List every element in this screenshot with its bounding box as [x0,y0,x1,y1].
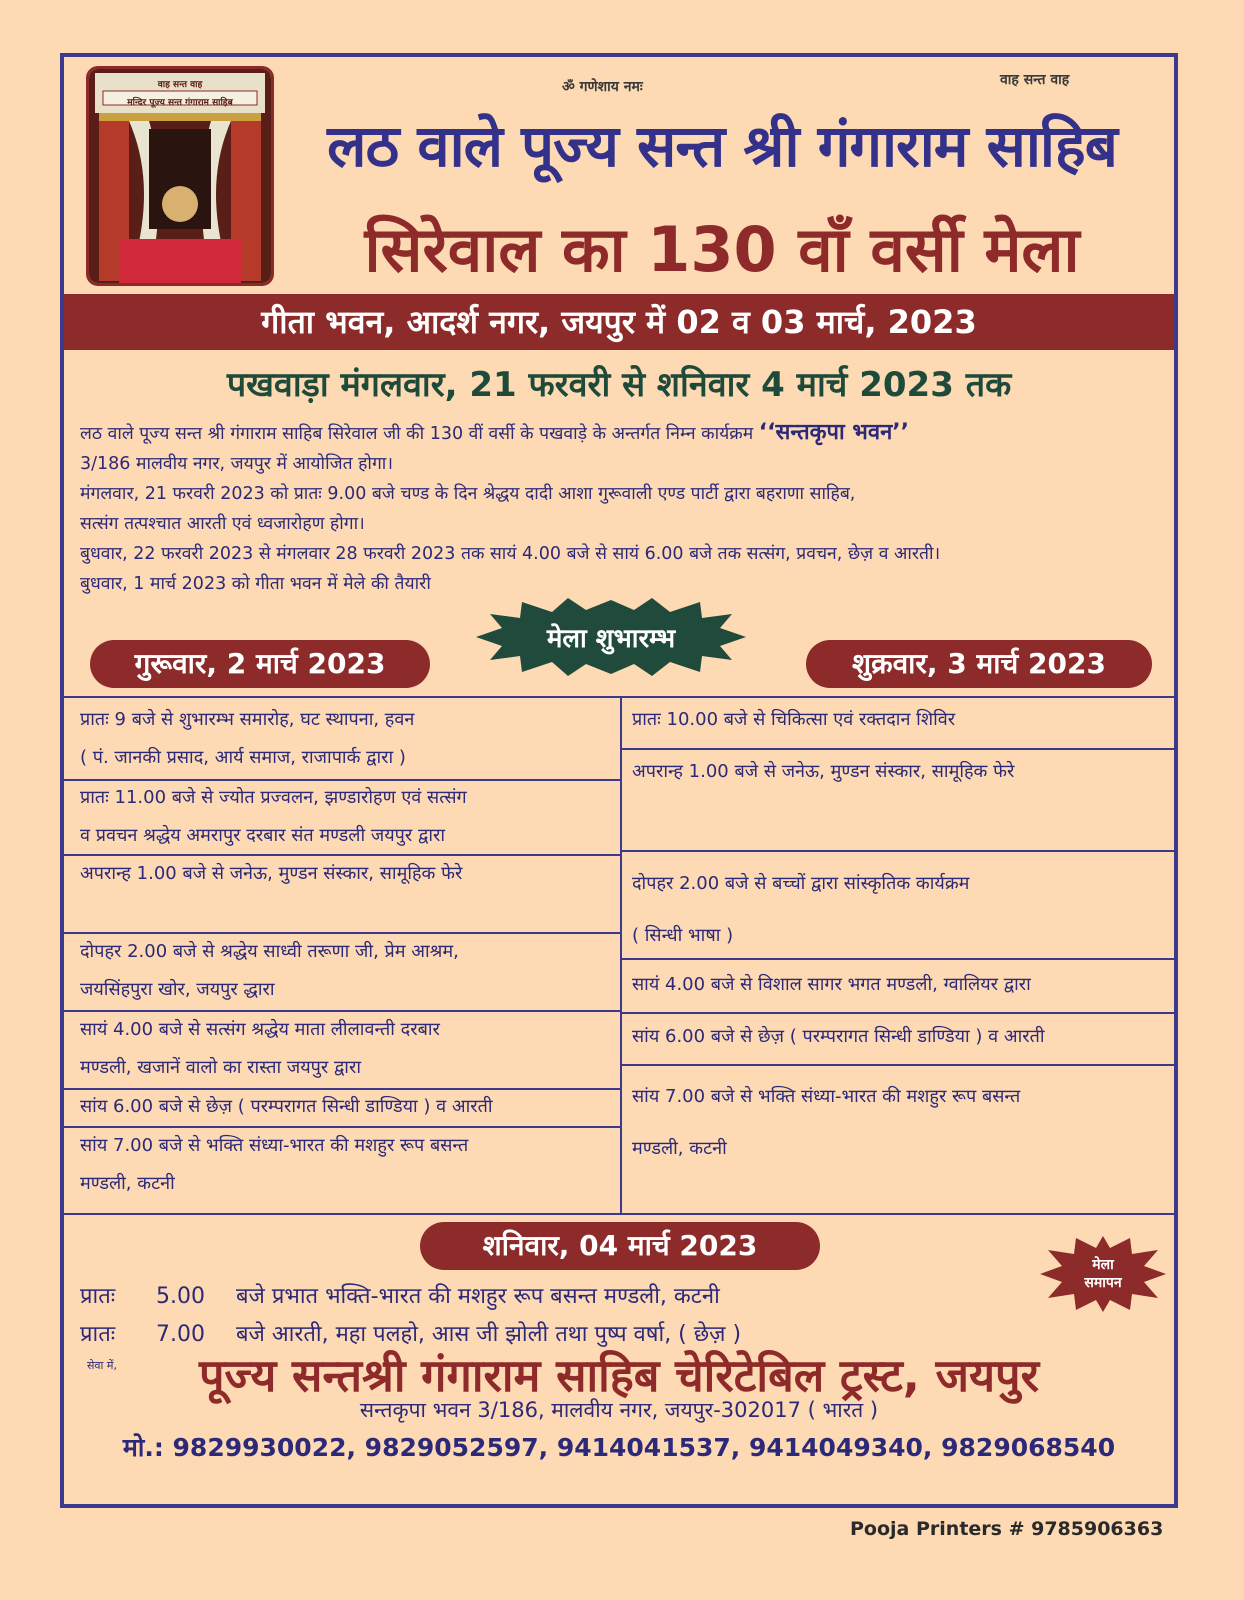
event-line: सांय 6.00 बजे से छेज़ ( परम्परागत सिन्धी डाण्डिया ) व आरती [80,1096,493,1117]
intro-line-1 [80,418,1170,449]
event-line: मण्डली, कटनी [80,1173,175,1194]
thursday-event [80,779,467,855]
friday-event [632,1071,1020,1175]
friday-event [632,858,969,962]
event-line: दोपहर 2.00 बजे से बच्चों द्वारा सांस्कृतिक कार्यक्रम [632,873,970,894]
thursday-event [80,1127,468,1203]
event-line: सांय 6.00 बजे से छेज़ ( परम्परागत सिन्धी डाण्डिया ) व आरती [632,1026,1045,1047]
event-line: प्रातः 9 बजे से शुभारम्भ समारोह, घट स्थापना, हवन [80,709,415,730]
event-line: अपरान्ह 1.00 बजे से जनेऊ, मुण्डन संस्कार, सामूहिक फेरे [632,761,1015,782]
friday-event [632,753,1014,791]
title-line-1: लठ वाले पूज्य सन्त श्री गंगाराम साहिब [327,112,1117,180]
mela-start-badge [476,598,746,676]
event-line: जयसिंहपुरा खोर, जयपुर द्धारा [80,979,275,1000]
schedule-divider [620,696,622,1214]
intro-line-1-text: लठ वाले पूज्य सन्त श्री गंगाराम साहिब सिरेवाल जी की 130 वीं वर्सी के पखवाड़े के अन्तर्गत निम्न कार्यक्रम [80,424,759,444]
intro-line-3: मंगलवार, 21 फरवरी 2023 को प्रातः 9.00 बजे चण्ड के दिन श्रेद्धय दादी आशा गुरूवाली एण्ड पार्टी द्वारा बहराणा साहिब, [80,484,856,504]
venue-band: गीता भवन, आदर्श नगर, जयपुर में 02 व 03 मार्च, 2023 [64,294,1174,350]
intro-line-5: बुधवार, 22 फरवरी 2023 से मंगलवार 28 फरवरी 2023 तक सायं 4.00 बजे से सायं 6.00 बजे तक सत्संग, प्रवचन, छेज़ व आरती। [80,544,941,564]
mela-start-text: मेला शुभारम्भ [546,624,676,654]
intro-line-4: सत्संग तत्पश्चात आरती एवं ध्वजारोहण होगा। [80,514,365,534]
contact-phones: मो.: 9829930022, 9829052597, 9414041537, 9414049340, 9829068540 [122,1433,1116,1462]
friday-label: शुक्रवार, 3 मार्च 2023 [806,640,1152,688]
santkripa-bhawan-highlight: ‘‘सन्तकृपा भवन’’ [758,420,910,445]
fortnight-details [80,418,1170,599]
saturday-label: शनिवार, 04 मार्च 2023 [420,1222,820,1270]
mela-end-text [1040,1236,1166,1312]
fortnight-heading: पखवाड़ा मंगलवार, 21 फरवरी से शनिवार 4 मार्च 2023 तक [226,365,1012,405]
schedule-bottom-line [64,1213,1174,1215]
mela-end-word-1: मेला [1092,1257,1114,1273]
intro-line-2: 3/186 मालवीय नगर, जयपुर में आयोजित होगा। [80,454,393,474]
event-line: सायं 4.00 बजे से सत्संग श्रद्धेय माता लीलावन्ती दरबार [80,1019,440,1040]
event-line: ( सिन्धी भाषा ) [632,925,734,946]
trust-address: सन्तकृपा भवन 3/186, मालवीय नगर, जयपुर-302017 ( भारत ) [359,1398,879,1422]
photo-caption: वाह सन्त वाह [157,80,203,90]
thursday-event [80,855,462,893]
event-line: दोपहर 2.00 बजे से श्रद्धेय साध्वी तरूणा जी, प्रेम आश्रम, [80,941,459,962]
event-period: प्रातः [80,1284,116,1309]
event-time: 5.00 [156,1284,205,1309]
friday-event [632,1018,1045,1056]
thursday-event [80,1011,440,1087]
mela-end-word-2: समापन [1084,1275,1122,1291]
event-line: व प्रवचन श्रद्धेय अमरापुर दरबार संत मण्डली जयपुर द्वारा [80,825,446,846]
event-line: सायं 4.00 बजे से विशाल सागर भगत मण्डली, ग्वालियर द्वारा [632,974,1031,995]
event-line: मण्डली, कटनी [632,1138,727,1159]
thursday-event [80,933,459,1009]
event-line: अपरान्ह 1.00 बजे से जनेऊ, मुण्डन संस्कार, सामूहिक फेरे [80,863,463,884]
friday-event [632,701,955,739]
temple-photo [86,66,274,286]
event-line: प्रातः 10.00 बजे से चिकित्सा एवं रक्तदान शिविर [632,709,956,730]
seva-label: सेवा में, [87,1359,117,1372]
schedule-top-line [64,696,1174,698]
thursday-event [80,701,414,777]
title-line-2: सिरेवाल का 130 वाँ वर्सी मेला [364,213,1080,286]
trust-name: पूज्य सन्तश्री गंगाराम साहिब चेरिटेबिल ट्रस्ट, जयपुर [198,1349,1040,1402]
thursday-event [80,1088,493,1126]
event-text: बजे आरती, महा पलहो, आस जी झोली तथा पुष्प वर्षा, ( छेज़ ) [236,1322,742,1347]
invocation-text: ॐ गणेशाय नमः [562,79,643,95]
event-line: मण्डली, खजानें वालो का रास्ता जयपुर द्वारा [80,1057,361,1078]
friday-event [632,966,1031,1004]
event-line: सांय 7.00 बजे से भक्ति संध्या-भारत की मशहुर रूप बसन्त [632,1086,1021,1107]
intro-line-6: बुधवार, 1 मार्च 2023 को गीता भवन में मेले की तैयारी [80,574,431,594]
thursday-label: गुरूवार, 2 मार्च 2023 [90,640,430,688]
photo-caption-2: मन्दिर पूज्य सन्त गंगाराम साहिब [127,98,233,108]
event-time: 7.00 [156,1322,205,1347]
event-text: बजे प्रभात भक्ति-भारत की मशहुर रूप बसन्त मण्डली, कटनी [236,1284,720,1309]
printer-credit: Pooja Printers # 9785906363 [850,1518,1164,1540]
friday-separator [620,1012,1174,1014]
saturday-event [80,1280,720,1310]
event-line: ( पं. जानकी प्रसाद, आर्य समाज, राजापार्क द्वारा ) [80,747,406,768]
event-line: सांय 7.00 बजे से भक्ति संध्या-भारत की मशहुर रूप बसन्त [80,1135,469,1156]
event-period: प्रातः [80,1322,116,1347]
friday-separator [620,748,1174,750]
salutation-text: वाह सन्त वाह [1000,72,1070,88]
friday-separator [620,1064,1174,1066]
event-line: प्रातः 11.00 बजे से ज्योत प्रज्वलन, झण्डारोहण एवं सत्संग [80,787,467,808]
friday-separator [620,850,1174,852]
mela-end-badge [1040,1236,1166,1312]
